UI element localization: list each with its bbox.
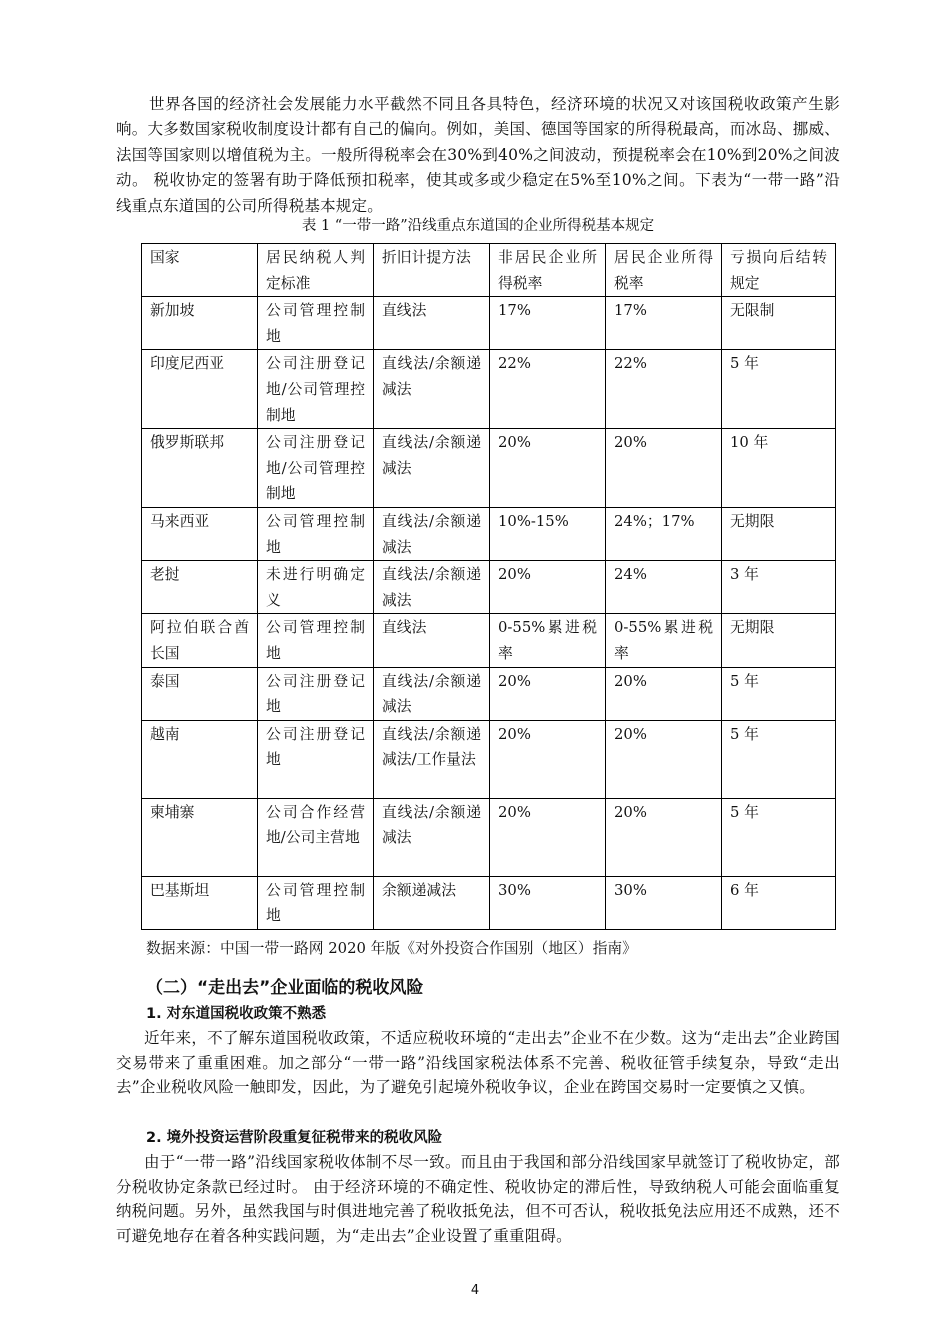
table-cell: 越南	[142, 720, 258, 798]
table-cell: 直线法/余额递减法	[374, 507, 490, 560]
table-row	[142, 297, 836, 350]
table-row	[142, 667, 836, 720]
header-cell: 亏损向后结转规定	[722, 244, 836, 297]
header-cell: 折旧计提方法	[374, 244, 490, 297]
section-heading: （二）“走出去”企业面临的税收风险	[146, 978, 424, 998]
table-cell: 5 年	[722, 720, 836, 798]
table-cell: 20%	[606, 798, 722, 876]
table-cell: 公司注册登记地/公司管理控制地	[258, 429, 374, 508]
table-cell: 直线法/余额递减法	[374, 561, 490, 614]
table-row	[142, 561, 836, 614]
table-cell: 俄罗斯联邦	[142, 429, 258, 508]
table-cell: 24%	[606, 561, 722, 614]
table-cell: 0-55%累进税率	[606, 614, 722, 667]
table-cell: 6 年	[722, 876, 836, 929]
table-cell: 无期限	[722, 507, 836, 560]
table-cell: 公司管理控制地	[258, 297, 374, 350]
table-cell: 30%	[490, 876, 606, 929]
table-cell: 17%	[606, 297, 722, 350]
table-cell: 未进行明确定义	[258, 561, 374, 614]
table-cell: 5 年	[722, 798, 836, 876]
table-cell: 17%	[490, 297, 606, 350]
table-row	[142, 798, 836, 876]
page-number: 4	[470, 1283, 480, 1298]
table-cell: 无限制	[722, 297, 836, 350]
table-cell: 20%	[490, 798, 606, 876]
header-cell: 国家	[142, 244, 258, 297]
table-cell: 马来西亚	[142, 507, 258, 560]
table-cell: 公司注册登记地	[258, 667, 374, 720]
table-cell: 直线法/余额递减法/工作量法	[374, 720, 490, 798]
table-row	[142, 429, 836, 508]
table-cell: 阿拉伯联合酋长国	[142, 614, 258, 667]
table-cell: 20%	[606, 720, 722, 798]
tax-rules-table	[141, 243, 836, 930]
table-cell: 新加坡	[142, 297, 258, 350]
intro-paragraph: 世界各国的经济社会发展能力水平截然不同且各具特色，经济环境的状况又对该国税收政策产生影响。大多数国家税收制度设计都有自己的偏向。例如，美国、德国等国家的所得税最高，而冰岛、挪威、法国等国家则以增值税为主。一般所得税率会在30%到40%之间波动，预提税率会在10%到20%之间波动。 税收协定的签署有助于降低预扣税率，使其或多或少稳定在5%至10%之间。下表为“一带一路”沿线重点东道国的公司所得税基本规定。	[116, 95, 840, 215]
table-cell: 20%	[490, 720, 606, 798]
table-cell: 22%	[606, 350, 722, 429]
table-row	[142, 507, 836, 560]
table-cell: 老挝	[142, 561, 258, 614]
table-cell: 直线法	[374, 297, 490, 350]
table-cell: 直线法/余额递减法	[374, 667, 490, 720]
table-row	[142, 720, 836, 798]
subsection-paragraph-2: 由于“一带一路”沿线国家税收体制不尽一致。而且由于我国和部分沿线国家早就签订了税收协定，部分税收协定条款已经过时。 由于经济环境的不确定性、税收协定的滞后性，导致纳税人可能会面临重复纳税问题。另外，虽然我国与时俱进地完善了税收抵免法，但不可否认，税收抵免法应用还不成熟，还不可避免地存在着各种实践问题，为“走出去”企业设置了重重阻碍。	[116, 1153, 840, 1245]
table-cell: 10 年	[722, 429, 836, 508]
subsection-paragraph-1: 近年来，不了解东道国税收政策，不适应税收环境的“走出去”企业不在少数。这为“走出去”企业跨国交易带来了重重困难。加之部分“一带一路”沿线国家税法体系不完善、税收征管手续复杂，导致“走出去”企业税收风险一触即发，因此，为了避免引起境外税收争议，企业在跨国交易时一定要慎之又慎。	[116, 1029, 840, 1096]
table-cell: 20%	[606, 667, 722, 720]
table-cell: 20%	[490, 561, 606, 614]
table-cell: 直线法/余额递减法	[374, 798, 490, 876]
subsection-heading-2: 2. 境外投资运营阶段重复征税带来的税收风险	[146, 1130, 443, 1146]
table-cell: 直线法/余额递减法	[374, 429, 490, 508]
header-cell: 居民企业所得税率	[606, 244, 722, 297]
table-cell: 20%	[490, 429, 606, 508]
table-cell: 公司管理控制地	[258, 876, 374, 929]
table-cell: 柬埔寨	[142, 798, 258, 876]
table-cell: 直线法/余额递减法	[374, 350, 490, 429]
table-cell: 公司管理控制地	[258, 614, 374, 667]
subsection-heading-1: 1. 对东道国税收政策不熟悉	[146, 1006, 327, 1022]
table-cell: 22%	[490, 350, 606, 429]
table-cell: 20%	[606, 429, 722, 508]
table-cell: 公司注册登记地	[258, 720, 374, 798]
table-cell: 余额递减法	[374, 876, 490, 929]
table-cell: 公司合作经营地/公司主营地	[258, 798, 374, 876]
table-cell: 3 年	[722, 561, 836, 614]
table-cell: 5 年	[722, 667, 836, 720]
table-cell: 公司注册登记地/公司管理控制地	[258, 350, 374, 429]
table-row	[142, 876, 836, 929]
table-cell: 0-55%累进税率	[490, 614, 606, 667]
table-row	[142, 614, 836, 667]
header-cell: 非居民企业所得税率	[490, 244, 606, 297]
table-cell: 无期限	[722, 614, 836, 667]
table-cell: 24%；17%	[606, 507, 722, 560]
table-cell: 印度尼西亚	[142, 350, 258, 429]
table-header-row	[142, 244, 836, 297]
table-cell: 巴基斯坦	[142, 876, 258, 929]
table-cell: 泰国	[142, 667, 258, 720]
table-cell: 5 年	[722, 350, 836, 429]
table-cell: 10%-15%	[490, 507, 606, 560]
table-row	[142, 350, 836, 429]
header-cell: 居民纳税人判定标准	[258, 244, 374, 297]
table-cell: 30%	[606, 876, 722, 929]
table-caption: 表 1 “一带一路”沿线重点东道国的企业所得税基本规定	[301, 218, 655, 234]
data-source-note: 数据来源：中国一带一路网 2020 年版《对外投资合作国别（地区）指南》	[146, 940, 637, 957]
table-cell: 直线法	[374, 614, 490, 667]
table-cell: 20%	[490, 667, 606, 720]
table-cell: 公司管理控制地	[258, 507, 374, 560]
